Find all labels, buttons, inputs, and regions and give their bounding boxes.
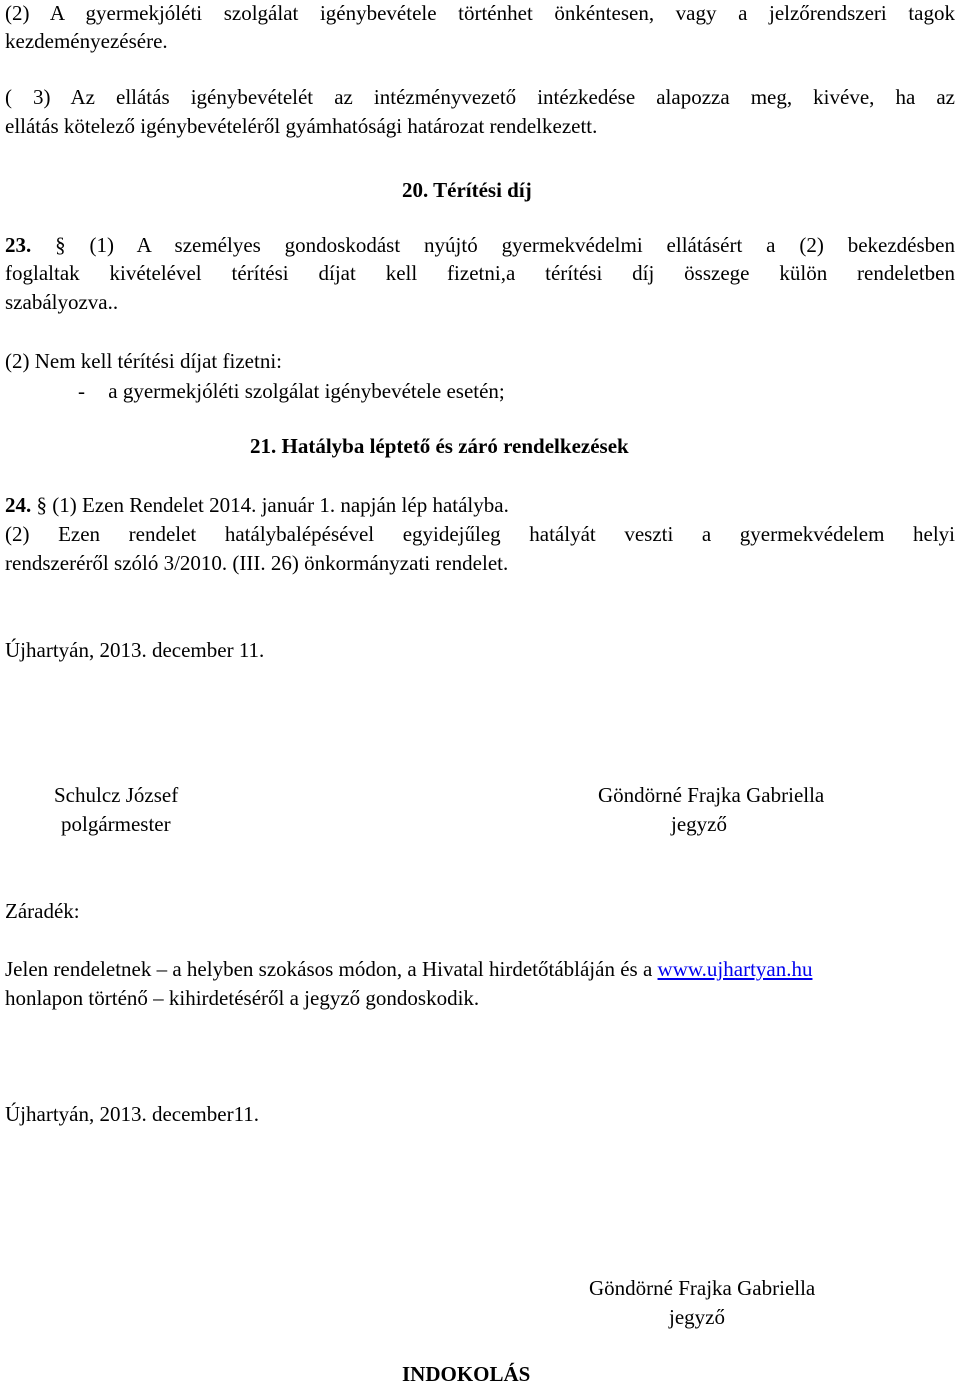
signature-right-name: Göndörné Frajka Gabriella xyxy=(598,783,825,807)
art23-p1-line3: szabályozva.. xyxy=(5,290,119,314)
clause-text: Jelen rendeletnek – a helyben szokásos módon, a Hivatal hirdetőtábláján és a xyxy=(5,957,653,981)
art19-p2-line2: kezdeményezésére. xyxy=(5,29,168,53)
art24-p2-line1: (2) Ezen rendelet hatálybalépésével egyidejűleg hatályát veszti a gyermekvédelem helyi xyxy=(5,522,955,546)
art19-p3-line1: ( 3) Az ellátás igénybevételét az intézményvezető intézkedése alapozza meg, kivéve, ha az xyxy=(5,85,955,109)
art23-p1-line1 xyxy=(5,235,955,256)
website-link[interactable]: www.ujhartyan.hu xyxy=(657,957,813,981)
art24-p2-line2: rendszeréről szóló 3/2010. (III. 26) önkormányzati rendelet. xyxy=(5,551,509,575)
indokolas-heading: INDOKOLÁS xyxy=(402,1362,531,1386)
art23-p1-text: (1) A személyes gondoskodást nyújtó gyermekvédelmi ellátásért a (2) bekezdésben xyxy=(89,233,955,257)
art19-p3-line2: ellátás kötelező igénybevételéről gyámhatósági határozat rendelkezett. xyxy=(5,114,598,138)
art24-number: 24. xyxy=(5,493,32,517)
clause-line2: honlapon történő – kihirdetéséről a jegyző gondoskodik. xyxy=(5,986,480,1010)
art19-p2-line1: (2) A gyermekjóléti szolgálat igénybevétele történhet önkéntesen, vagy a jelzőrendszeri tagok xyxy=(5,1,955,25)
date-2: Újhartyán, 2013. december11. xyxy=(5,1102,260,1126)
signature-left-title: polgármester xyxy=(61,812,171,836)
section21-heading: 21. Hatályba léptető és záró rendelkezések xyxy=(250,434,629,458)
art23-p1-line2: foglaltak kivételével térítési díjat kell fizetni,a térítési díj összege külön rendeletben xyxy=(5,261,955,285)
art24-p1-text: (1) Ezen Rendelet 2014. január 1. napján lép hatályba. xyxy=(52,493,509,517)
list-item-text: a gyermekjóléti szolgálat igénybevétele esetén; xyxy=(108,379,505,403)
list-dash: - xyxy=(78,379,85,403)
paragraph-sign: § xyxy=(36,493,47,517)
art23-p2-line1: (2) Nem kell térítési díjat fizetni: xyxy=(5,349,282,373)
signature-right-title: jegyző xyxy=(671,812,727,836)
final-signature-name: Göndörné Frajka Gabriella xyxy=(589,1276,816,1300)
section20-heading: 20. Térítési díj xyxy=(402,178,532,202)
art23-number: 23. xyxy=(5,233,32,257)
art24-p1 xyxy=(5,495,509,516)
final-signature-title: jegyző xyxy=(669,1305,725,1329)
signature-left-name: Schulcz József xyxy=(54,783,179,807)
date-1: Újhartyán, 2013. december 11. xyxy=(5,638,265,662)
paragraph-sign: § xyxy=(55,233,66,257)
clause-line1 xyxy=(5,959,812,980)
art23-p2-list-item xyxy=(78,381,505,402)
clause-label: Záradék: xyxy=(5,899,80,923)
